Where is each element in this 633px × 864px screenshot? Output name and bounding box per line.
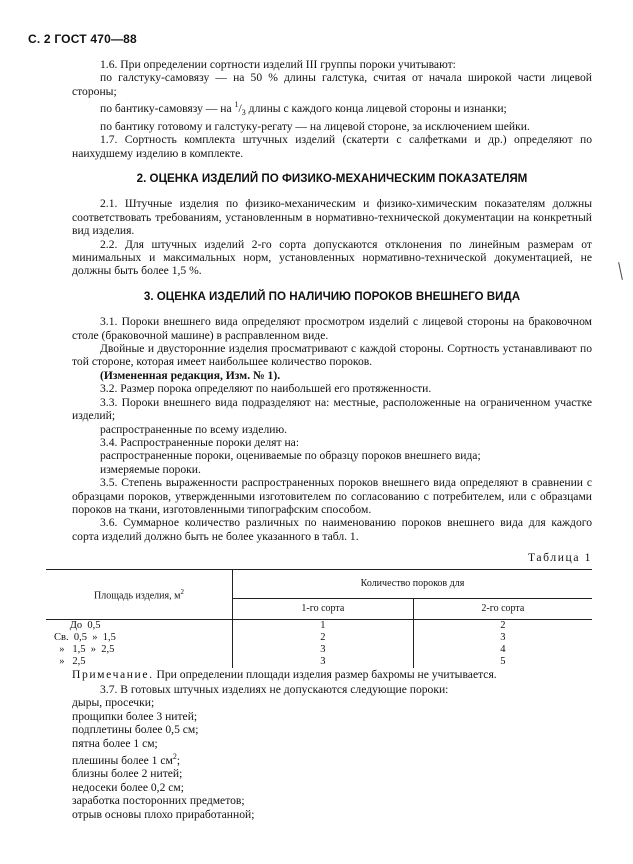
paragraph-tie-self: по галстуку-самовязу — на 50 % длины галстука, считая от начала широкой части лицевой стороны; (72, 71, 592, 98)
area-header-sup: 2 (180, 587, 184, 596)
grade-2-cell: 5 (500, 655, 506, 667)
paragraph-sample-defects: распространенные пороки, оцениваемые по образцу пороков внешнего вида; (100, 449, 481, 463)
list-item: прощипки более 3 нитей; (72, 709, 198, 723)
paragraph-3-5: 3.5. Степень выраженности распространенных пороков внешнего вида определяют в сравнении с образцами пороков, утвержденными изготовителем по согласованию с потребителем, или с образцами пороков на ткани, изготовленными типографским способом. (72, 476, 592, 516)
paragraph-2-2: 2.2. Для штучных изделий 2-го сорта допускаются отклонения по линейным размерам от минимальных и максимальных норм, установленных нормативно-технической документацией, не должны быть более 1,5 %. (72, 237, 592, 278)
text-fragment: длины с каждого конца лицевой стороны и изнанки; (245, 102, 507, 116)
table-row (46, 656, 592, 668)
grade-1-cell: 3 (233, 644, 414, 656)
grade-1-cell: 1 (233, 619, 414, 632)
grade-2-cell: 2 (500, 619, 506, 631)
note-label: Примечание. (72, 667, 154, 681)
paragraph-3-1: 3.1. Пороки внешнего вида определяют просмотром изделий с лицевой стороны на браковочном столе (браковочной машине) в расправленном виде. (72, 315, 592, 342)
text-fragment: по бантику-самовязу — на (100, 102, 235, 116)
table-row (46, 619, 592, 632)
area-cell: » 1,5 » 2,5 (46, 644, 233, 656)
list-item: заработка посторонних предметов; (72, 794, 245, 808)
paragraph-bow-ready: по бантику готовому и галстуку-регату — на лицевой стороне, за исключением шейки. (100, 119, 530, 133)
paragraph-widespread: распространенные по всему изделию. (100, 422, 288, 436)
paragraph-3-6: 3.6. Суммарное количество различных по наименованию пороков внешнего вида для каждого сорта изделий должно быть не более указанного в табл. 1. (72, 516, 592, 543)
paragraph-3-3: 3.3. Пороки внешнего вида подразделяют на: местные, расположенные на ограниченном участке изделий; (72, 395, 592, 423)
grade-2-cell: 3 (500, 631, 506, 643)
section-3-title: 3. ОЦЕНКА ИЗДЕЛИЙ ПО НАЛИЧИЮ ПОРОКОВ ВНЕШНЕГО ВИДА (143, 289, 521, 303)
paragraph-measured-defects: измеряемые пороки. (100, 462, 201, 476)
paragraph-2-1: 2.1. Штучные изделия по физико-механическим и физико-химическим показателям должны соответствовать требованиям, установленным в нормативно-технической документации на конкретный вид изделия. (72, 197, 592, 238)
defects-table (46, 569, 592, 668)
grade-1-cell: 3 (233, 656, 414, 668)
paragraph-1-6: 1.6. При определении сортности изделий III группы пороки учитывают: (100, 58, 456, 71)
table-row (46, 632, 592, 644)
list-item: недосеки более 0,2 см; (72, 780, 184, 794)
grade-1-header: 1-го сорта (233, 598, 414, 619)
list-item-text: плешины более 1 см (72, 753, 173, 767)
table-note (72, 668, 592, 681)
fraction-slash: / (238, 102, 242, 116)
list-item: отрыв основы плохо приработанной; (72, 807, 255, 821)
section-2-title: 2. ОЦЕНКА ИЗДЕЛИЙ ПО ФИЗИКО-МЕХАНИЧЕСКИМ ПОКАЗАТЕЛЯМ (136, 172, 528, 186)
area-cell: » 2,5 (46, 656, 233, 668)
fraction-denominator: 3 (241, 108, 246, 118)
area-cell: Св. 0,5 » 1,5 (46, 632, 233, 644)
quantity-header: Количество пороков для (233, 569, 593, 598)
table-caption: Таблица 1 (528, 551, 592, 565)
list-item (72, 750, 592, 767)
paragraph-double-sided: Двойные и двусторонние изделия просматривают с каждой стороны. Сортность устанавливают по той стороне, которая имеет наибольшее количество пороков. (72, 342, 592, 369)
grade-2-cell: 4 (500, 643, 506, 655)
note-text: При определении площади изделия размер бахромы не учитывается. (153, 667, 497, 681)
margin-mark (618, 262, 623, 280)
table-row (46, 644, 592, 656)
paragraph-3-7: 3.7. В готовых штучных изделиях не допускаются следующие пороки: (100, 682, 449, 696)
fraction-numerator: 1 (234, 100, 239, 110)
paragraph-3-4: 3.4. Распространенные пороки делят на: (100, 435, 300, 449)
list-item: пятна более 1 см; (72, 736, 158, 750)
list-item-end: ; (176, 753, 181, 767)
amendment-note: (Измененная редакция, Изм. № 1). (100, 368, 281, 382)
paragraph-1-7: 1.7. Сортность комплекта штучных изделий (скатерти с салфетками и др.) определяют по наихудшему изделию в комплекте. (72, 133, 592, 160)
list-item: близны более 2 нитей; (72, 767, 183, 781)
list-item-sup: 2 (172, 752, 177, 762)
grade-2-header: 2-го сорта (413, 598, 592, 619)
document-body (54, 58, 592, 821)
defects-table-grid (46, 569, 592, 668)
list-item: подплетины более 0,5 см; (72, 723, 199, 737)
grade-1-cell: 2 (233, 632, 414, 644)
area-header (46, 569, 233, 619)
area-header-text: Площадь изделия, м (94, 590, 181, 602)
list-item: дыры, просечки; (72, 696, 155, 710)
paragraph-bow-self (72, 98, 592, 120)
page-header: С. 2 ГОСТ 470—88 (28, 32, 137, 46)
area-cell: До 0,5 (46, 619, 233, 632)
paragraph-3-2: 3.2. Размер порока определяют по наибольшей его протяженности. (100, 382, 432, 396)
